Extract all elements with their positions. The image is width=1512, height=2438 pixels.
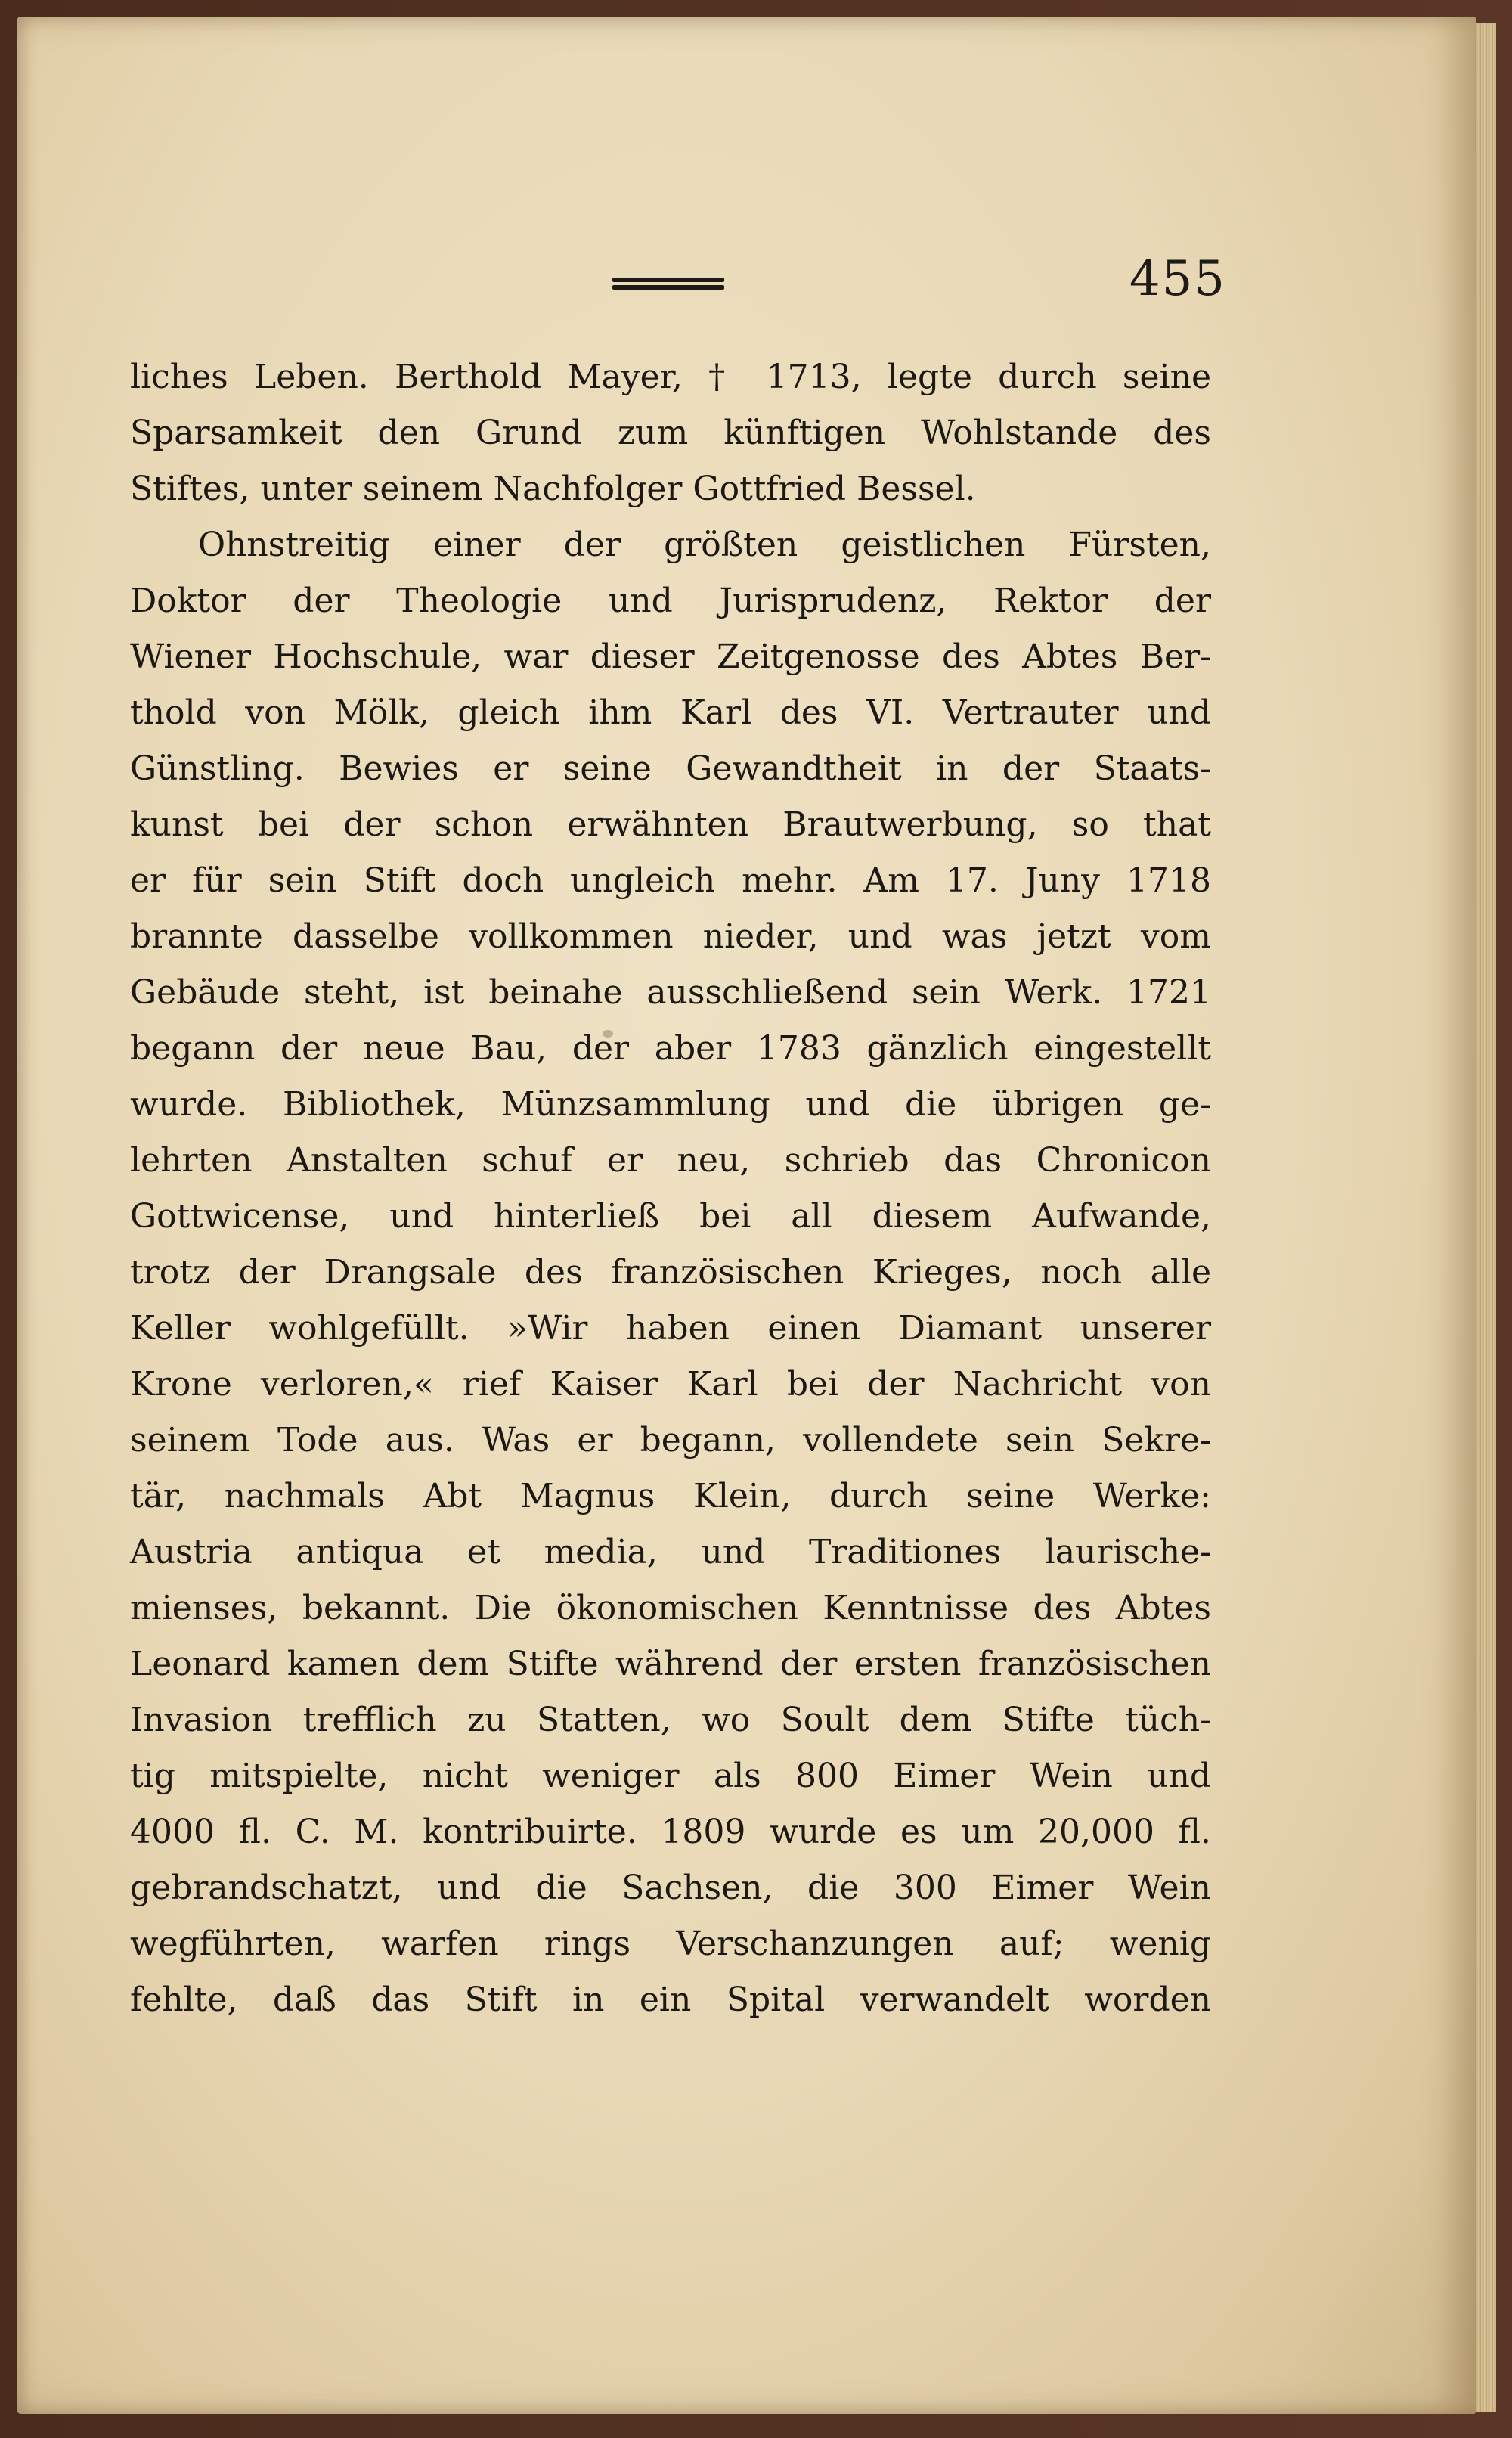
text-line: Leonard kamen dem Stifte während der ersten französischen bbox=[130, 1645, 1211, 1683]
text-line: Wiener Hochschule, war dieser Zeitgenosse des Abtes Ber- bbox=[130, 637, 1211, 676]
text-line: Invasion trefflich zu Statten, wo Soult dem Stifte tüch- bbox=[130, 1701, 1211, 1739]
text-line: kunst bei der schon erwähnten Brautwerbung, so that bbox=[130, 805, 1211, 844]
text-line: tär, nachmals Abt Magnus Klein, durch seine Werke: bbox=[130, 1477, 1211, 1515]
text-line: thold von Mölk, gleich ihm Karl des VI. Vertrauter und bbox=[130, 693, 1211, 732]
text-line: lehrten Anstalten schuf er neu, schrieb das Chronicon bbox=[130, 1141, 1211, 1180]
text-line: Austria antiqua et media, und Traditiones laurische- bbox=[130, 1533, 1211, 1571]
text-line: mienses, bekannt. Die ökonomischen Kenntnisse des Abtes bbox=[130, 1589, 1211, 1627]
book-page bbox=[17, 17, 1476, 2414]
page-header bbox=[17, 17, 1476, 334]
text-line: liches Leben. Berthold Mayer, † 1713, legte durch seine bbox=[130, 358, 1211, 396]
text-line: er für sein Stift doch ungleich mehr. Am 17. Juny 1718 bbox=[130, 861, 1211, 900]
text-line: tig mitspielte, nicht weniger als 800 Eimer Wein und bbox=[130, 1757, 1211, 1795]
text-line: Doktor der Theologie und Jurisprudenz, Rektor der bbox=[130, 582, 1211, 620]
text-line: Günstling. Bewies er seine Gewandtheit in der Staats- bbox=[130, 749, 1211, 788]
text-line: Keller wohlgefüllt. »Wir haben einen Diamant unserer bbox=[130, 1309, 1211, 1348]
text-line: fehlte, daß das Stift in ein Spital verwandelt worden bbox=[130, 1980, 1211, 2019]
text-line: gebrandschatzt, und die Sachsen, die 300 Eimer Wein bbox=[130, 1869, 1211, 1907]
text-line: wegführten, warfen rings Verschanzungen auf; wenig bbox=[130, 1925, 1211, 1963]
text-line: Krone verloren,« rief Kaiser Karl bei der Nachricht von bbox=[130, 1365, 1211, 1404]
text-line: seinem Tode aus. Was er begann, vollendete sein Sekre- bbox=[130, 1421, 1211, 1459]
text-line: brannte dasselbe vollkommen nieder, und was jetzt vom bbox=[130, 917, 1211, 956]
text-line: begann der neue Bau, der aber 1783 gänzlich eingestellt bbox=[130, 1029, 1211, 1068]
text-line: wurde. Bibliothek, Münzsammlung und die übrigen ge- bbox=[130, 1085, 1211, 1124]
header-rule bbox=[612, 278, 724, 297]
text-line: Gebäude steht, ist beinahe ausschließend sein Werk. 1721 bbox=[130, 973, 1211, 1012]
text-line: Stiftes, unter seinem Nachfolger Gottfried Bessel. bbox=[130, 470, 976, 508]
page-number: 455 bbox=[1129, 251, 1226, 307]
text-line: Gottwicense, und hinterließ bei all diesem Aufwande, bbox=[130, 1197, 1211, 1236]
text-line: Ohnstreitig einer der größten geistlichen Fürsten, bbox=[198, 526, 1211, 564]
text-line: 4000 fl. C. M. kontribuirte. 1809 wurde es um 20,000 fl. bbox=[130, 1813, 1211, 1851]
text-line: trotz der Drangsale des französischen Krieges, noch alle bbox=[130, 1253, 1211, 1292]
text-line: Sparsamkeit den Grund zum künftigen Wohlstande des bbox=[130, 414, 1211, 452]
body-text bbox=[130, 349, 1211, 2028]
